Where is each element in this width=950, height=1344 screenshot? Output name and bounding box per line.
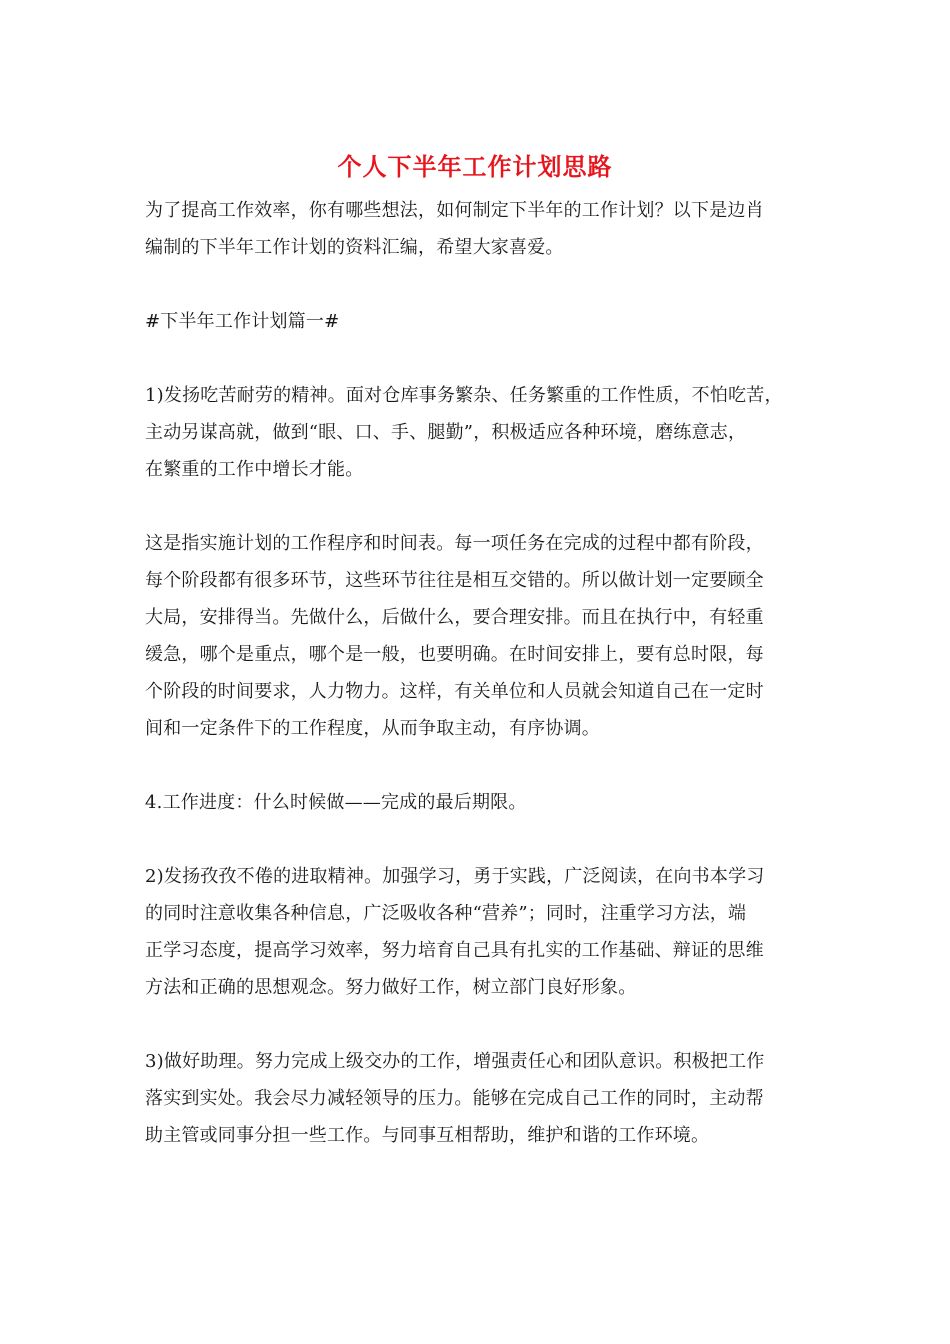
paragraph-gap <box>145 340 817 377</box>
paragraph-progress: 4.工作进度：什么时候做——完成的最后期限。 <box>145 792 527 813</box>
paragraph-item-2: 2)发扬孜孜不倦的进取精神。加强学习，勇于实践，广泛阅读，在向书本学习 的同时注意收集各种信息，广泛吸收各种“营养”；同时，注重学习方法，端 正学习态度，提高学习效率，努力培育自己具有扎实的工作基础、辩证的思维 方法和正确的思想观念。努力做好工作，树立部门良好形象。 <box>145 866 765 998</box>
paragraph-intro: 为了提高工作效率，你有哪些想法，如何制定下半年的工作计划？以下是边肖 编制的下半年工作计划的资料汇编，希望大家喜爱。 <box>145 200 764 258</box>
paragraph-schedule: 这是指实施计划的工作程序和时间表。每一项任务在完成的过程中都有阶段， 每个阶段都有很多环节，这些环节往往是相互交错的。所以做计划一定要顾全 大局，安排得当。先做什么，后做什么，要合理安排。而且在执行中，有轻重 缓急，哪个是重点，哪个是一般，也要明确。在时间安排上，要有总时限，每 个阶段的时间要求，人力物力。这样，有关单位和人员就会知道自己在一定时 间和一定条件下的工作程度，从而争取主动，有序协调。 <box>145 533 764 739</box>
paragraph-gap <box>145 488 817 525</box>
paragraph-gap <box>145 1006 817 1043</box>
paragraph-item-1: 1)发扬吃苦耐劳的精神。面对仓库事务繁杂、任务繁重的工作性质，不怕吃苦， 主动另谋高就，做到“眼、口、手、腿勤”，积极适应各种环境，磨练意志， 在繁重的工作中增长才能。 <box>145 385 783 480</box>
document-body <box>145 192 817 1154</box>
paragraph-gap <box>145 747 817 784</box>
section-heading: #下半年工作计划篇一# <box>145 311 340 332</box>
document-title: 个人下半年工作计划思路 <box>337 152 613 181</box>
paragraph-item-3: 3)做好助理。努力完成上级交办的工作，增强责任心和团队意识。积极把工作 落实到实处。我会尽力减轻领导的压力。能够在完成自己工作的同时，主动帮 助主管或同事分担一些工作。与同事互相帮助，维护和谐的工作环境。 <box>145 1051 765 1146</box>
paragraph-gap <box>145 266 817 303</box>
paragraph-gap <box>145 821 817 858</box>
